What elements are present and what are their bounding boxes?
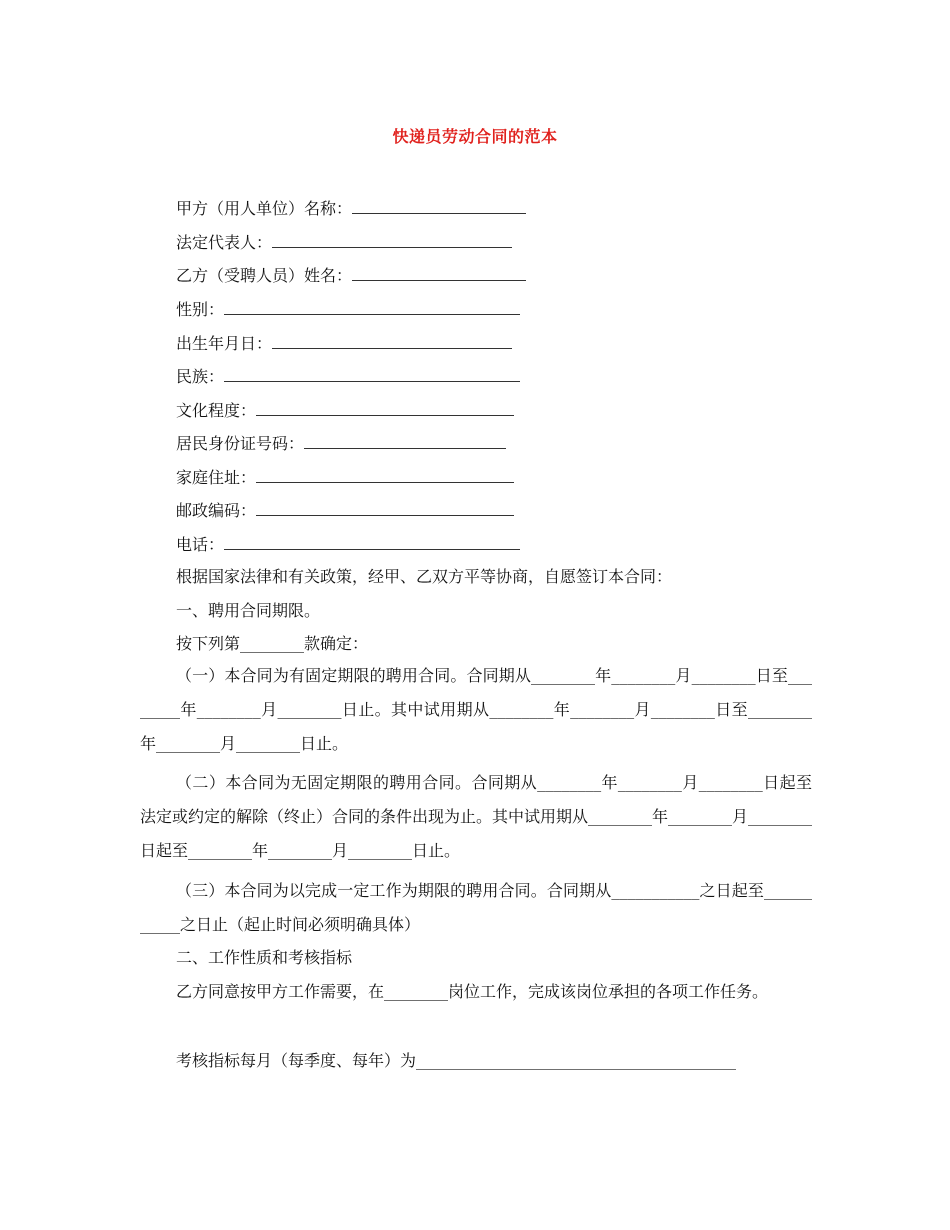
section-heading-term: 一、聘用合同期限。 [176,601,321,620]
paragraph-work-position: 乙方同意按甲方工作需要，在________岗位工作，完成该岗位承担的各项工作任务。 [176,982,769,1001]
field-label: 家庭住址： [176,468,257,487]
field-label: 民族： [176,367,225,386]
field-birth-date [176,333,512,354]
clause-open-ended: （二）本合同为无固定期限的聘用合同。合同期从________年________月________日起至法定或约定的解除（终止）合同的条件出现为止。其中试用期从________年________月________日起至________年________月________日止。 [140,773,813,860]
paragraph-assessment-indicators: 考核指标每月（每季度、每年）为________________________________________ [176,1051,737,1070]
intro-paragraph: 根据国家法律和有关政策，经甲、乙双方平等协商，自愿签订本合同： [176,567,673,586]
field-party-a-name [176,198,526,219]
section-heading-work-nature: 二、工作性质和考核指标 [176,948,353,967]
blank-line [256,400,514,416]
field-label: 居民身份证号码： [176,434,305,453]
field-postal-code [176,500,514,521]
field-label: 乙方（受聘人员）姓名： [176,266,353,285]
blank-line [272,232,512,248]
field-ethnicity [176,366,520,387]
field-home-address [176,467,514,488]
document-title: 快递员劳动合同的范本 [392,127,558,146]
field-party-b-name [176,265,526,286]
blank-line [304,433,506,449]
blank-line [256,467,514,483]
blank-line [224,299,520,315]
field-education [176,400,514,421]
field-legal-representative [176,232,512,253]
field-label: 性别： [176,300,225,319]
blank-line [352,198,526,214]
blank-line [224,534,520,550]
blank-line [352,265,526,281]
field-phone [176,534,520,555]
blank-line [256,500,514,516]
clause-fixed-term: （一）本合同为有固定期限的聘用合同。合同期从________年________月________日至________年________月________日止。其中试用期从________年________月________日至________年________月________日止。 [140,666,812,753]
field-label: 电话： [176,535,225,554]
field-label: 甲方（用人单位）名称： [176,199,353,218]
field-label: 出生年月日： [176,334,273,353]
clause-task-based: （三）本合同为以完成一定工作为期限的聘用合同。合同期从___________之日起至___________之日止（起止时间必须明确具体） [140,881,812,934]
field-label: 法定代表人： [176,233,273,252]
field-gender [176,299,520,320]
choose-clause-line: 按下列第________款确定： [176,634,369,653]
field-label: 邮政编码： [176,501,257,520]
field-id-number [176,433,506,454]
field-label: 文化程度： [176,401,257,420]
blank-line [224,366,520,382]
blank-line [272,333,512,349]
